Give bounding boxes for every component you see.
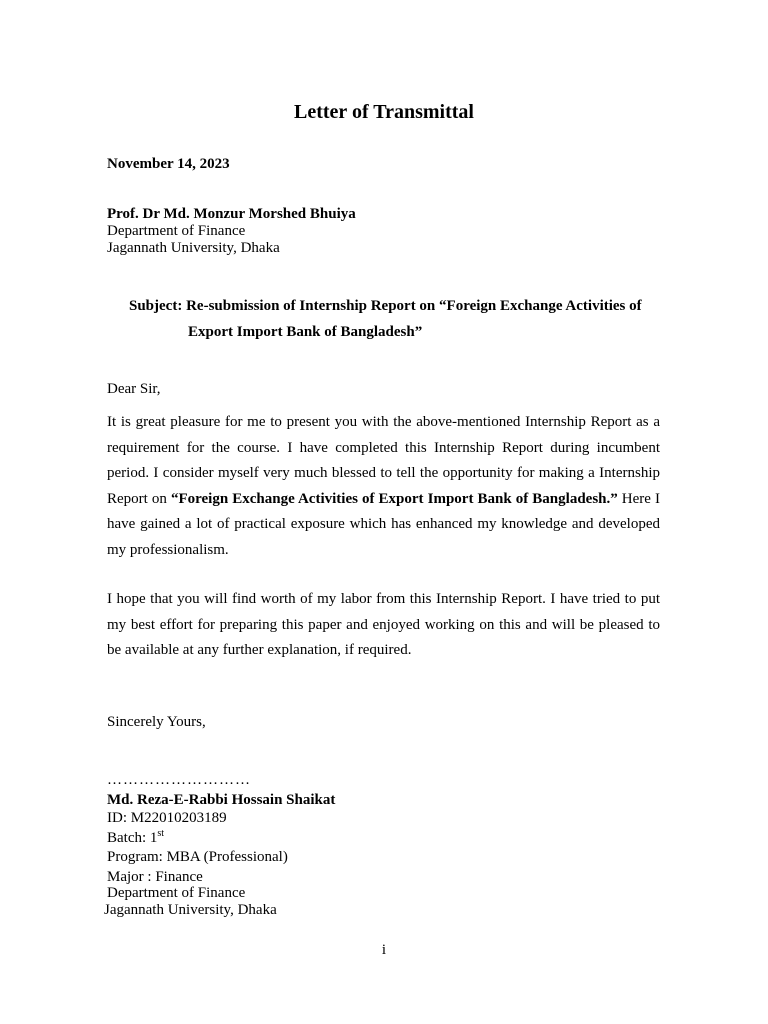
page-number: i [381,942,387,958]
page-title: Letter of Transmittal [294,101,474,123]
sender-name: Md. Reza-E-Rabbi Hossain Shaikat [107,792,336,808]
sender-department: Department of Finance [107,885,246,901]
body-paragraph-1 [107,410,660,563]
sender-batch-label: Batch: 1 [107,830,158,846]
sender-batch [107,830,164,847]
body-paragraph-2: I hope that you will find worth of my labor from this Internship Report. I have tried to put my best effort for preparing this paper and enjoyed working on this and will be pleased to be available at any further explanation, if required. [107,591,660,658]
sender-institution: Jagannath University, Dhaka [104,902,277,918]
sender-batch-superscript: st [157,828,165,839]
sender-major: Major : Finance [107,869,203,885]
subject-line-2: Export Import Bank of Bangladesh” [188,324,423,340]
recipient-name: Prof. Dr Md. Monzur Morshed Bhuiya [107,206,356,222]
subject-line-1: Subject: Re-submission of Internship Report on “Foreign Exchange Activities of [129,298,642,314]
recipient-institution: Jagannath University, Dhaka [107,240,280,256]
sender-program: Program: MBA (Professional) [107,849,288,865]
letter-date: November 14, 2023 [107,156,230,172]
closing: Sincerely Yours, [107,714,206,730]
salutation: Dear Sir, [107,381,161,397]
body-paragraph-1-start: It is great pleasure for me to present you with the above-mentioned Internship Report as a requirement for the course. I have completed this Internship Report during incumbent period. I consider myself very much blessed to tell the opportunity for making a Internship Report on [107,414,660,507]
signature-line: ……………………… [107,772,251,788]
body-paragraph-1-end: Here I have gained a lot of practical exposure which has enhanced my knowledge and developed my professionalism. [107,490,661,558]
sender-id: ID: M22010203189 [107,810,227,826]
report-title-emphasis: “Foreign Exchange Activities of Export Import Bank of Bangladesh.” [170,490,618,507]
recipient-department: Department of Finance [107,223,246,239]
